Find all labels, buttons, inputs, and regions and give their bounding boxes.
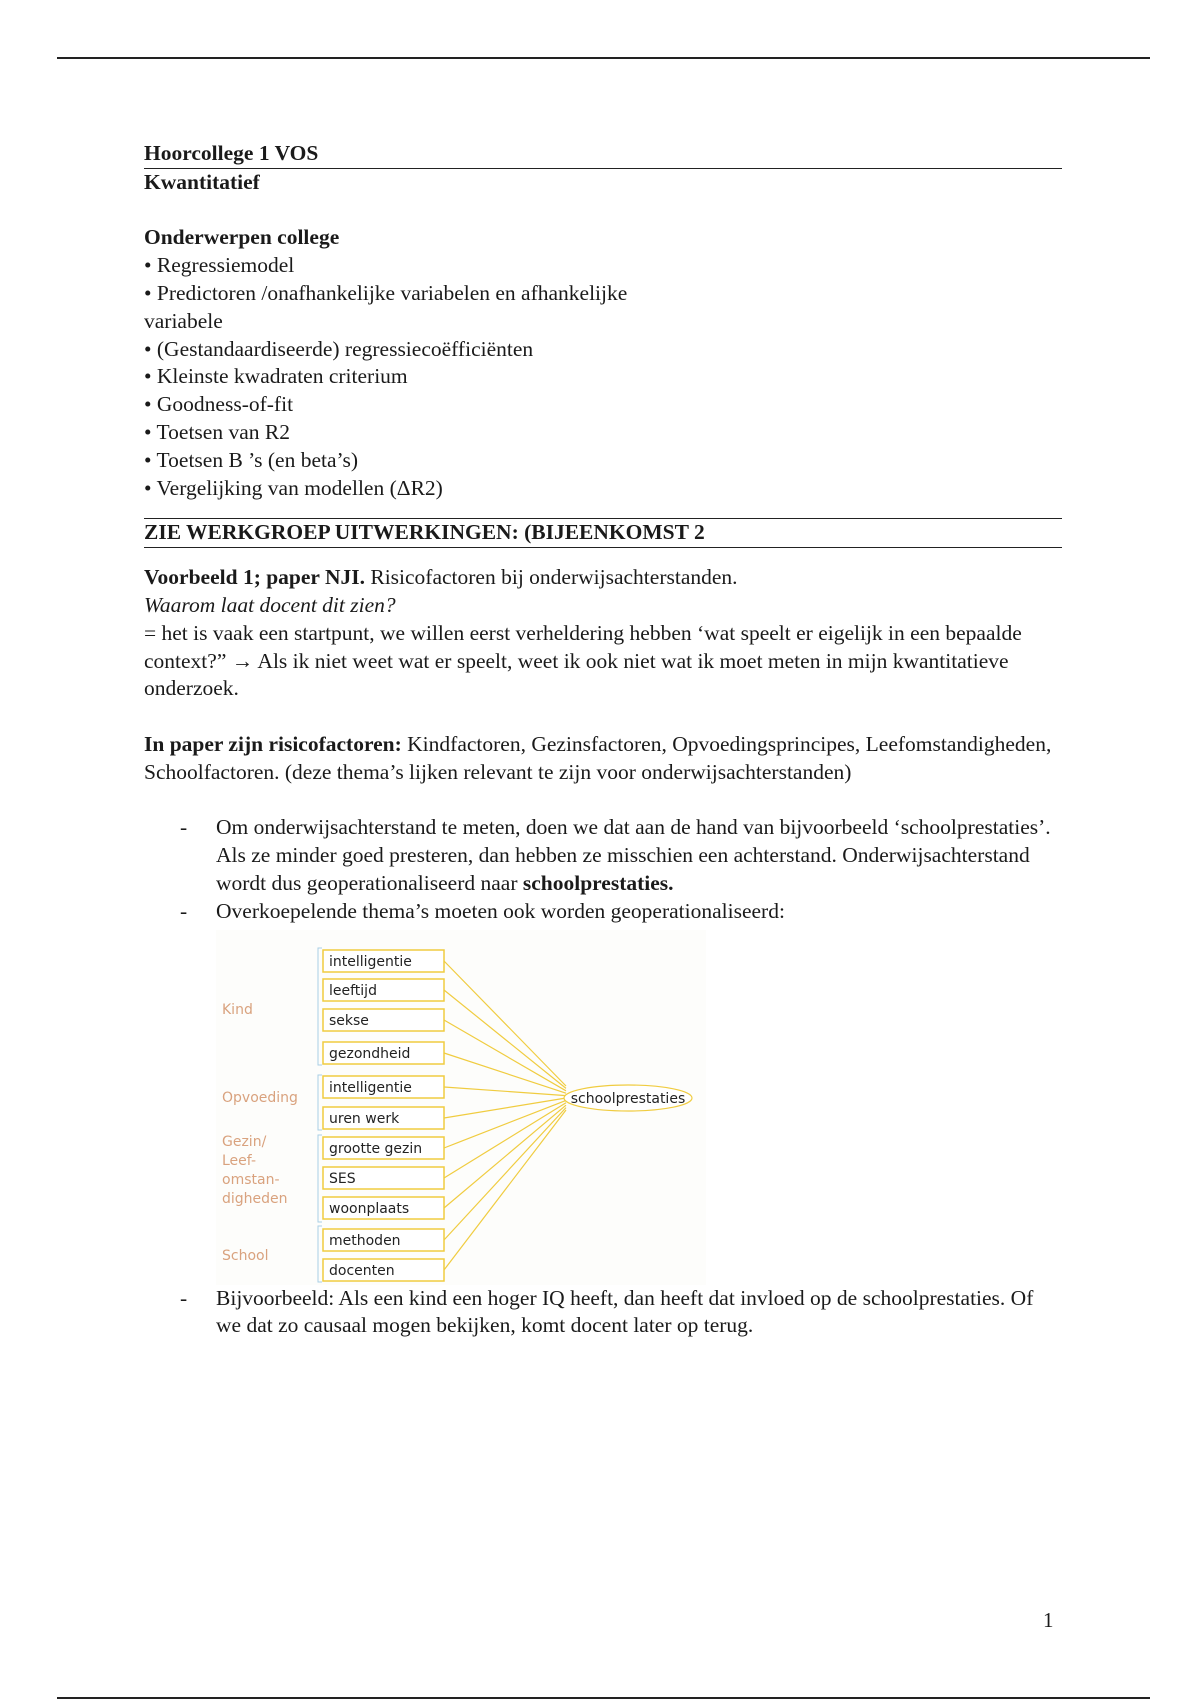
bullet-text: Om onderwijsachterstand te meten, doen we dat aan de hand van bijvoorbeeld ‘schoolprestaties’. Als ze minder goed presteren, dan hebben ze misschien een achterstand. Onderwijsachterstand wordt dus geoperationaliseerd naar <box>216 815 1051 895</box>
group-bracket <box>318 1075 322 1130</box>
topic-item: • Goodness-of-fit <box>144 392 294 417</box>
document-body <box>144 140 1062 1340</box>
topic-item: • Vergelijking van modellen (ΔR2) <box>144 475 443 500</box>
factor-label: woonplaats <box>329 1200 410 1217</box>
group-label: Leef- <box>222 1152 256 1169</box>
bullet-item <box>144 898 1062 926</box>
topic-item: • Toetsen B ’s (en beta’s) <box>144 447 359 472</box>
example-label: Voorbeeld 1; paper NJI. <box>144 565 365 590</box>
factor-label: leeftijd <box>329 982 377 999</box>
factor-label: grootte gezin <box>329 1140 423 1157</box>
group-label: Gezin/ <box>222 1133 267 1150</box>
risk-factor-diagram <box>216 930 706 1285</box>
connector-line <box>444 1105 566 1208</box>
dash-marker: - <box>180 1285 188 1310</box>
topics-heading: Onderwerpen college <box>144 225 340 250</box>
factor-label: sekse <box>329 1012 369 1029</box>
factor-label: SES <box>329 1170 356 1187</box>
group-label: Opvoeding <box>222 1089 298 1106</box>
example-text: Risicofactoren bij onderwijsachterstanden. <box>364 565 738 590</box>
group-bracket <box>318 1135 322 1222</box>
topic-item: • Kleinste kwadraten criterium <box>144 364 408 389</box>
topics-list <box>144 252 1062 502</box>
bullet-text: Bijvoorbeeld: Als een kind een hoger IQ heeft, dan heeft dat invloed op de schoolprestaties. Of we dat zo causaal mogen bekijken, komt docent later op terug. <box>216 1285 1034 1338</box>
group-label: School <box>222 1247 269 1264</box>
factor-label: intelligentie <box>329 953 412 970</box>
topic-item: • Toetsen van R2 <box>144 419 290 444</box>
bullet-bold: schoolprestaties. <box>522 870 674 895</box>
group-bracket <box>318 948 322 1065</box>
connector-line <box>444 1020 566 1091</box>
connector-line <box>444 961 566 1086</box>
risk-label: In paper zijn risicofactoren: <box>144 731 402 756</box>
bullet-item <box>144 814 1062 897</box>
group-bracket <box>318 1226 322 1282</box>
diagram-svg <box>216 930 706 1285</box>
topic-item: • Regressiemodel <box>144 253 295 278</box>
connector-line <box>444 1110 566 1270</box>
factor-label: gezondheid <box>329 1045 411 1062</box>
example-question: Waarom laat docent dit zien? <box>144 592 396 617</box>
example-answer: = het is vaak een startpunt, we willen eerst verheldering hebben ‘wat speelt er eigelijk in een bepaalde context?” → Als ik niet weet wat er speelt, weet ik ook niet wat ik moet meten in mijn kwantitatieve onderzoek. <box>144 620 1022 701</box>
factor-label: methoden <box>329 1232 401 1249</box>
topic-item: variabele <box>144 308 223 333</box>
banner-heading: ZIE WERKGROEP UITWERKINGEN: (BIJEENKOMST 2 <box>144 518 1062 548</box>
factor-label: uren werk <box>329 1110 400 1127</box>
page-number: 1 <box>1043 1608 1054 1632</box>
risk-paragraph <box>144 731 1062 787</box>
dash-marker: - <box>180 898 188 923</box>
bullet-text: Overkoepelende thema’s moeten ook worden geoperationaliseerd: <box>216 898 785 923</box>
risk-text: Kindfactoren, Gezinsfactoren, Opvoedingsprincipes, Leefomstandigheden, Schoolfactoren. (deze thema’s lijken relevant te zijn voor onderwijsachterstanden) <box>144 731 1052 784</box>
footer-rule <box>57 1697 1150 1699</box>
topic-item: • (Gestandaardiseerde) regressiecoëfficiënten <box>144 336 534 361</box>
group-label: omstan- <box>222 1171 280 1188</box>
document-title: Hoorcollege 1 VOS <box>144 140 1062 169</box>
outcome-label: schoolprestaties <box>570 1090 686 1107</box>
connector-line <box>444 1087 566 1096</box>
group-label: digheden <box>222 1190 288 1207</box>
topic-item: • Predictoren /onafhankelijke variabelen en afhankelijke <box>144 280 628 305</box>
factor-label: intelligentie <box>329 1079 412 1096</box>
bullet-item <box>144 1285 1062 1341</box>
example-line <box>144 564 1062 592</box>
document-subtitle: Kwantitatief <box>144 169 260 194</box>
group-label: Kind <box>222 1001 253 1018</box>
header-rule <box>57 57 1150 59</box>
dash-marker: - <box>180 815 188 840</box>
factor-label: docenten <box>329 1262 395 1279</box>
connector-line <box>444 1107 566 1239</box>
